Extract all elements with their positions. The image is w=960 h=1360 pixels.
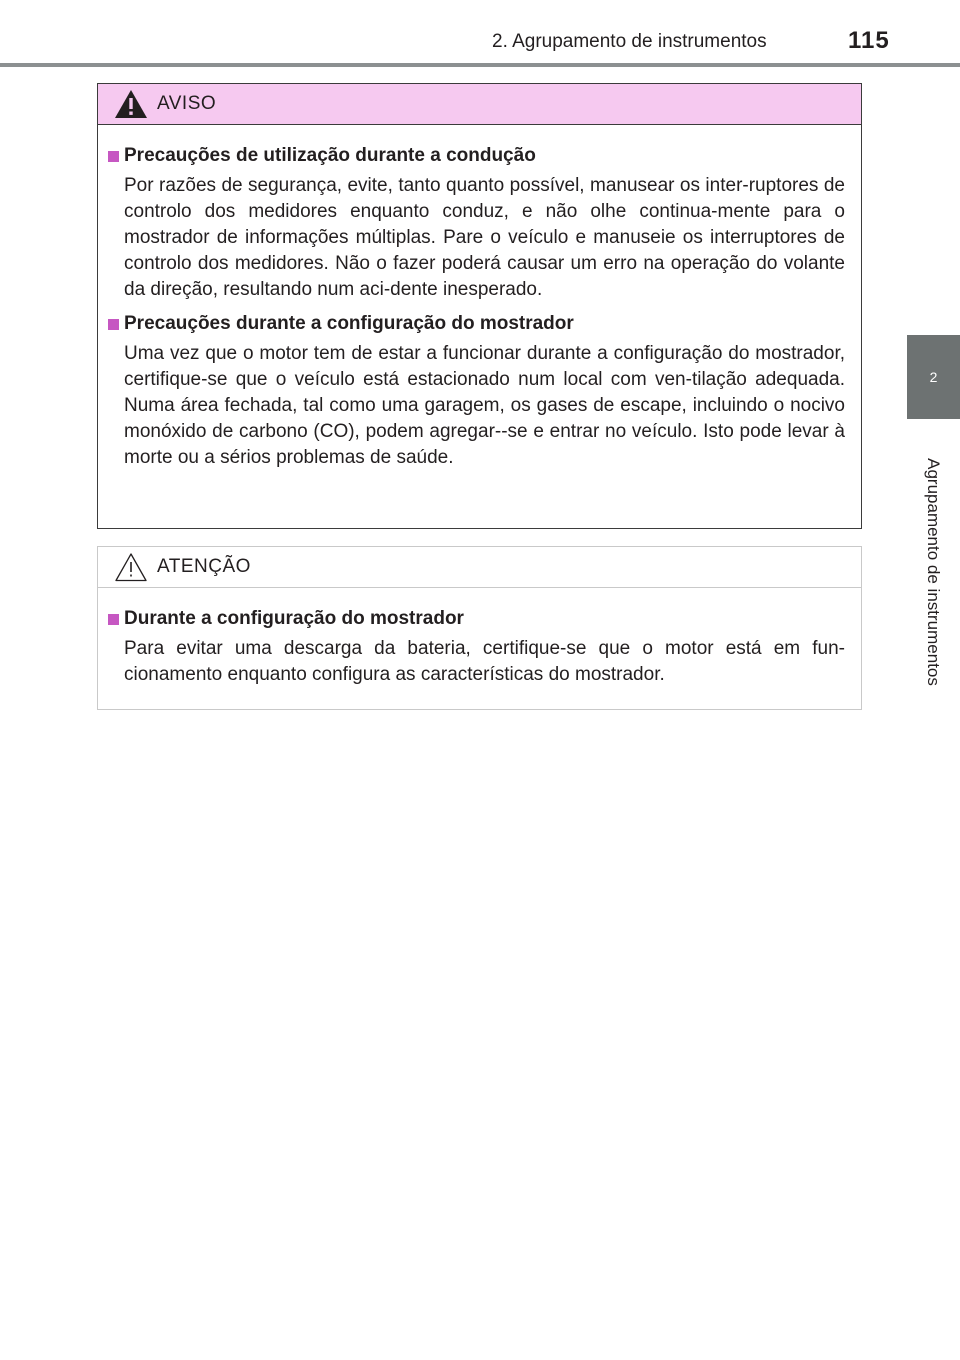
warning-item bbox=[108, 143, 845, 303]
warning-item-title: Precauções de utilização durante a condução bbox=[124, 145, 536, 166]
caution-box-header bbox=[98, 547, 861, 588]
caution-item-text: Para evitar uma descarga da bateria, certifique-se que o motor está em fun-cionamento enquanto configura as características do mostrador. bbox=[124, 638, 845, 685]
square-bullet-icon bbox=[108, 319, 119, 330]
square-bullet-icon bbox=[108, 151, 119, 162]
warning-item-title: Precauções durante a configuração do mostrador bbox=[124, 313, 574, 334]
page-number: 115 bbox=[848, 27, 890, 54]
section-title: 2. Agrupamento de instrumentos bbox=[492, 31, 767, 52]
square-bullet-icon bbox=[108, 614, 119, 625]
header-rule bbox=[0, 63, 960, 67]
caution-box-body bbox=[98, 588, 861, 688]
caution-triangle-outline-icon bbox=[113, 551, 149, 588]
warning-item-text: Uma vez que o motor tem de estar a funcionar durante a configuração do mostrador, certifique-se que o veículo está estacionado num local com ven-tilação adequada. Numa área fechada, tal como uma garagem, os gases de escape, incluindo o nocivo monóxido de carbono (CO), podem agregar--se e entrar no veículo. Isto pode levar à morte ou a sérios problemas de saúde. bbox=[124, 343, 845, 468]
warning-triangle-filled-icon bbox=[113, 88, 149, 125]
caution-label: ATENÇÃO bbox=[157, 556, 251, 577]
caution-box bbox=[97, 546, 862, 710]
warning-label: AVISO bbox=[157, 93, 217, 114]
warning-item-text: Por razões de segurança, evite, tanto quanto possível, manusear os inter-ruptores de controlo dos medidores enquanto conduz, e não olhe continua-mente para o mostrador de informações múltiplas. Pare o veículo e manuseie os interruptores de controlo dos medidores. Não o fazer poderá causar um erro na operação do volante da direção, resultando num aci-dente inesperado. bbox=[124, 175, 845, 300]
chapter-side-label: Agrupamento de instrumentos bbox=[924, 458, 943, 686]
warning-box bbox=[97, 83, 862, 529]
caution-item-title: Durante a configuração do mostrador bbox=[124, 608, 464, 629]
warning-item bbox=[108, 311, 845, 471]
chapter-tab bbox=[907, 335, 960, 419]
warning-box-header bbox=[98, 84, 861, 125]
warning-box-body bbox=[98, 125, 861, 471]
caution-item bbox=[108, 606, 845, 688]
chapter-number: 2 bbox=[929, 369, 938, 385]
